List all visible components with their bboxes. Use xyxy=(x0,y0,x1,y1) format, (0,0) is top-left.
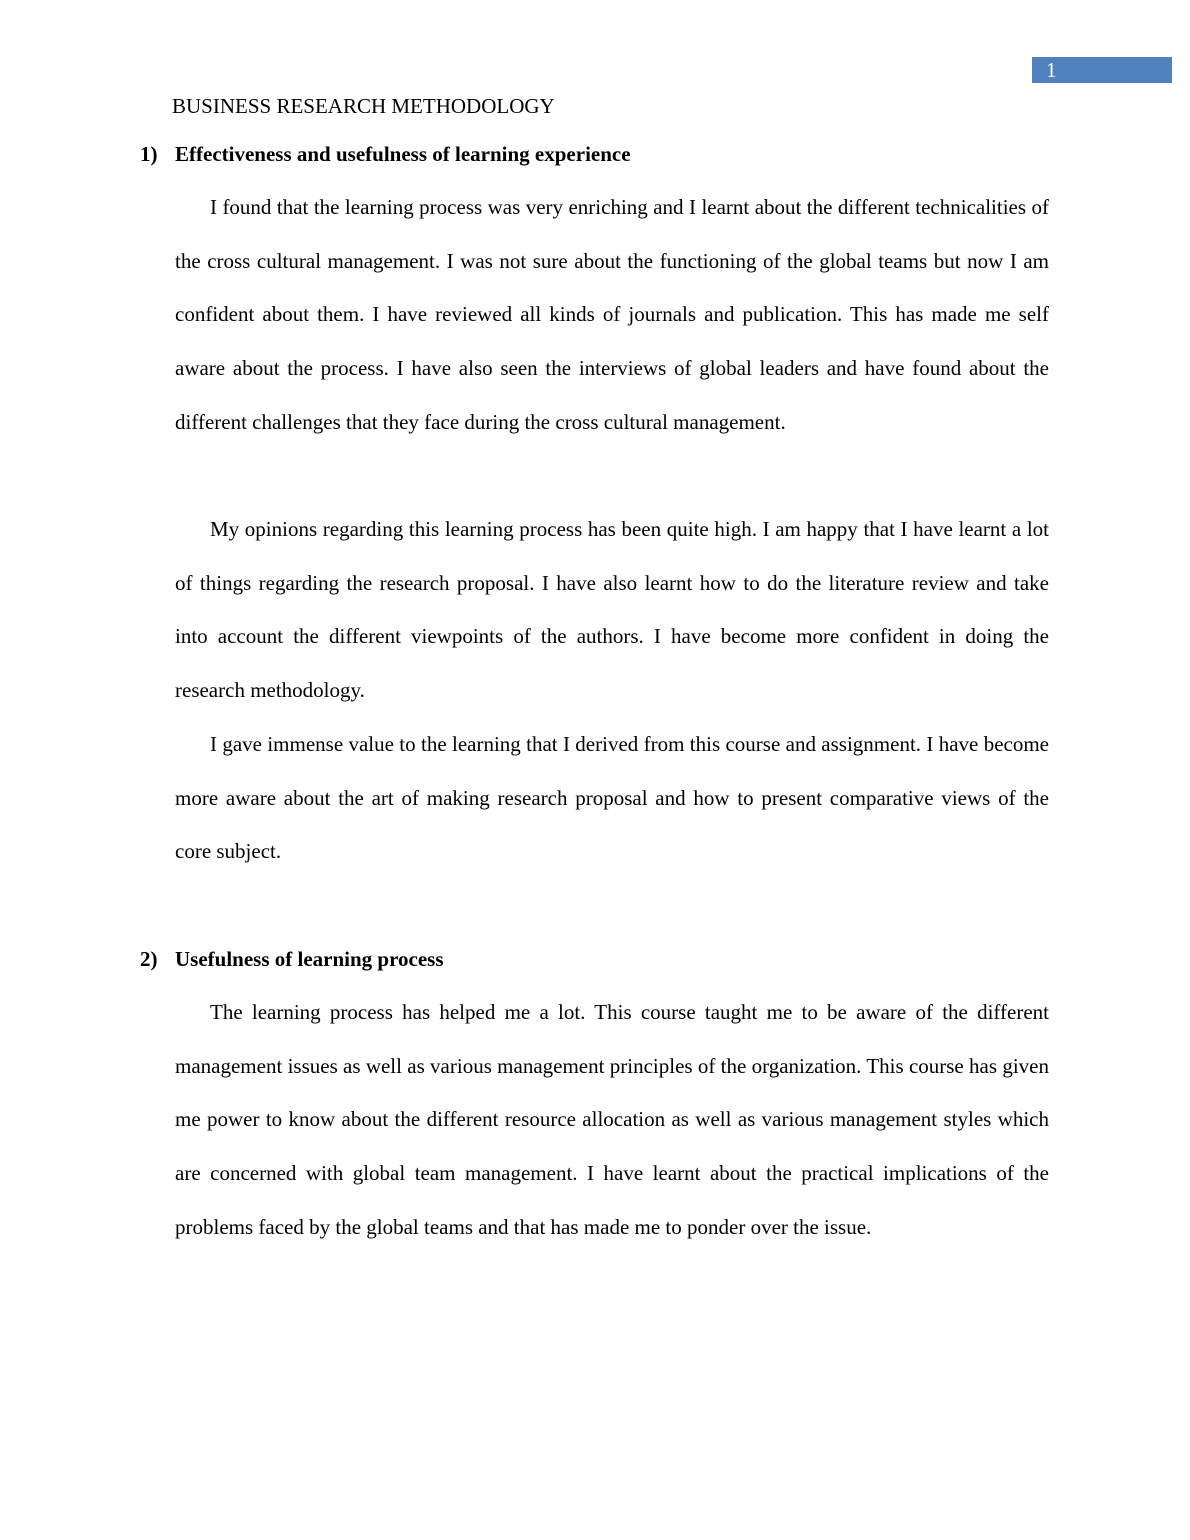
section-title: Effectiveness and usefulness of learning experience xyxy=(175,142,631,166)
paragraph: I gave immense value to the learning that I derived from this course and assignment. I have become more aware about the art of making research proposal and how to present comparative views of the core subject. xyxy=(175,732,1049,864)
running-header-title: BUSINESS RESEARCH METHODOLOGY xyxy=(172,94,555,118)
section-heading-2 xyxy=(140,945,1050,973)
section-number: 2) xyxy=(140,947,158,971)
section-heading-1 xyxy=(140,140,1050,168)
page-number: 1 xyxy=(1046,58,1057,82)
section-title: Usefulness of learning process xyxy=(175,947,444,971)
paragraph: My opinions regarding this learning process has been quite high. I am happy that I have learnt a lot of things regarding the research proposal. I have also learnt how to do the literature review and take into account the different viewpoints of the authors. I have become more confident in doing the research methodology. xyxy=(175,517,1049,703)
page-number-badge xyxy=(1032,57,1172,83)
paragraph: I found that the learning process was very enriching and I learnt about the different technicalities of the cross cultural management. I was not sure about the functioning of the global teams but now I am confident about them. I have reviewed all kinds of journals and publication. This has made me self aware about the process. I have also seen the interviews of global leaders and have found about the different challenges that they face during the cross cultural management. xyxy=(175,195,1049,434)
section-number: 1) xyxy=(140,142,158,166)
paragraph: The learning process has helped me a lot. This course taught me to be aware of the different management issues as well as various management principles of the organization. This course has given me power to know about the different resource allocation as well as various management styles which are concerned with global team management. I have learnt about the practical implications of the problems faced by the global teams and that has made me to ponder over the issue. xyxy=(175,1000,1049,1239)
